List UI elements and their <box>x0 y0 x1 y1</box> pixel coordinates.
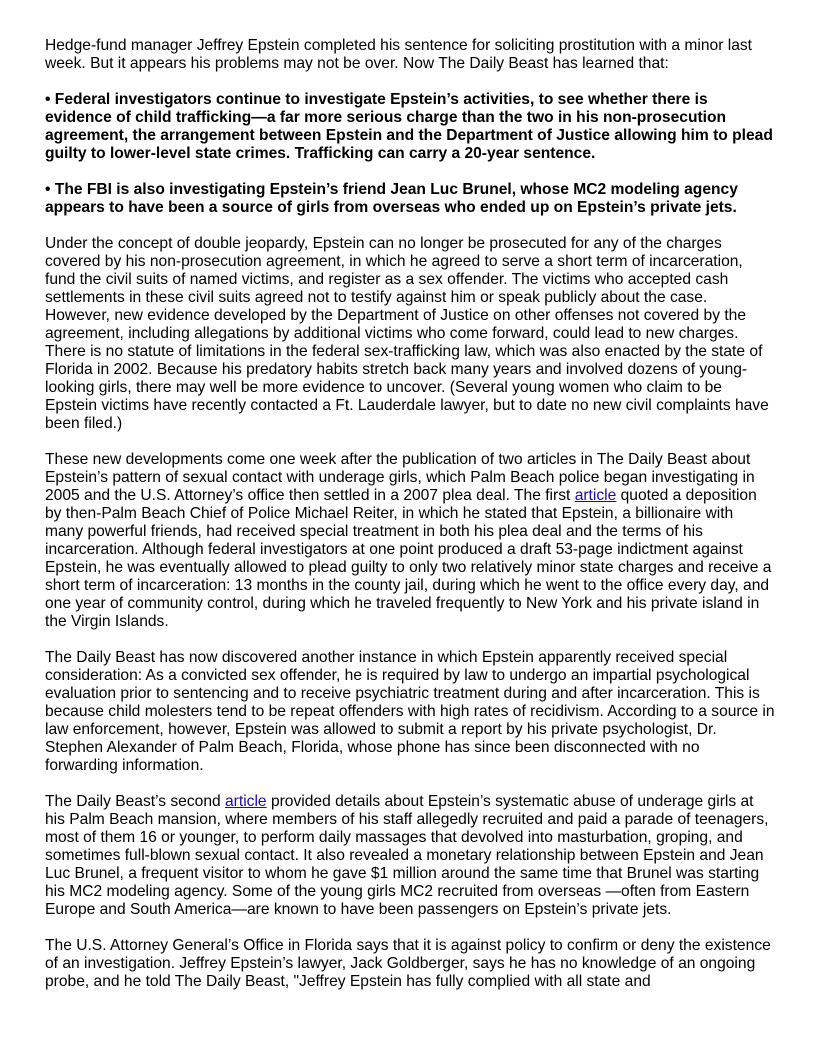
special-consideration-paragraph: The Daily Beast has now discovered another instance in which Epstein apparently received special consideration: As a convicted sex offender, he is required by law to undergo an impartial psychological evaluation prior to sentencing and to receive psychiatric treatment during and after incarceration. This is because child molesters tend to be repeat offenders with high rates of recidivism. According to a source in law enforcement, however, Epstein was allowed to submit a report by his private psychologist, Dr. Stephen Alexander of Palm Beach, Florida, whose phone has since been disconnected with no forwarding information. <box>45 649 775 774</box>
new-developments-paragraph <box>45 451 775 631</box>
bullet-federal-investigation: • Federal investigators continue to investigate Epstein’s activities, to see whether there is evidence of child trafficking—a far more serious charge than the two in his non-prosecution agreement, the arrangement between Epstein and the Department of Justice allowing him to plead guilty to lower-level state crimes. Trafficking can carry a 20-year sentence. <box>45 91 773 162</box>
double-jeopardy-paragraph: Under the concept of double jeopardy, Epstein can no longer be prosecuted for any of the charges covered by his non-prosecution agreement, in which he agreed to serve a short term of incarceration, fund the civil suits of named victims, and register as a sex offender. The victims who accepted cash settlements in these civil suits agreed not to testify against him or speak publicly about the case. However, new evidence developed by the Department of Justice on other offenses not covered by the agreement, including allegations by additional victims who come forward, could lead to new charges. There is no statute of limitations in the federal sex-trafficking law, which was also enacted by the state of Florida in 2002. Because his predatory habits stretch back many years and involved dozens of young-looking girls, there may well be more evidence to uncover. (Several young women who claim to be Epstein victims have recently contacted a Ft. Lauderdale lawyer, but to date no new civil complaints have been filed.) <box>45 235 769 432</box>
paragraph-text: These new developments come one week after the publication of two articles in The Daily Beast about Epstein’s pattern of sexual contact with underage girls, which Palm Beach police began investigating in 2005 and the U.S. Attorney’s office then settled in a 2007 plea deal. The first <box>45 451 755 504</box>
paragraph-text: quoted a deposition by then-Palm Beach Chief of Police Michael Reiter, in which he stated that Epstein, a billionaire with many powerful friends, had received special treatment in both his plea deal and the terms of his incarceration. Although federal investigators at one point produced a draft 53-page indictment against Epstein, he was eventually allowed to plead guilty to only two relatively minor state charges and receive a short term of incarceration: 13 months in the county jail, during which he went to the office every day, and one year of community control, during which he traveled frequently to New York and his private island in the Virgin Islands. <box>45 487 772 630</box>
intro-paragraph: Hedge-fund manager Jeffrey Epstein completed his sentence for soliciting prostitution with a minor last week. But it appears his problems may not be over. Now The Daily Beast has learned that: <box>45 37 752 72</box>
bullet-fbi-brunel: • The FBI is also investigating Epstein’s friend Jean Luc Brunel, whose MC2 modeling agency appears to have been a source of girls from overseas who ended up on Epstein’s private jets. <box>45 181 738 216</box>
first-article-link[interactable]: article <box>574 487 617 504</box>
second-article-paragraph <box>45 793 775 919</box>
second-article-link[interactable]: article <box>225 793 267 810</box>
article-body <box>45 37 775 1009</box>
attorney-general-paragraph: The U.S. Attorney General’s Office in Florida says that it is against policy to confirm or deny the existence of an investigation. Jeffrey Epstein’s lawyer, Jack Goldberger, says he has no knowledge of an ongoing probe, and he told The Daily Beast, "Jeffrey Epstein has fully complied with all state and <box>45 937 771 990</box>
paragraph-text: provided details about Epstein’s systematic abuse of underage girls at his Palm Beach mansion, where members of his staff allegedly recruited and paid a parade of teenagers, most of them 16 or younger, to perform daily massages that devolved into masturbation, groping, and sometimes full-blown sexual contact. It also revealed a monetary relationship between Epstein and Jean Luc Brunel, a frequent visitor to whom he gave $1 million around the same time that Brunel was starting his MC2 modeling agency. Some of the young girls MC2 recruited from overseas —often from Eastern Europe and South America—are known to have been passengers on Epstein’s private jets. <box>45 793 769 918</box>
paragraph-text: The Daily Beast’s second <box>45 793 225 810</box>
